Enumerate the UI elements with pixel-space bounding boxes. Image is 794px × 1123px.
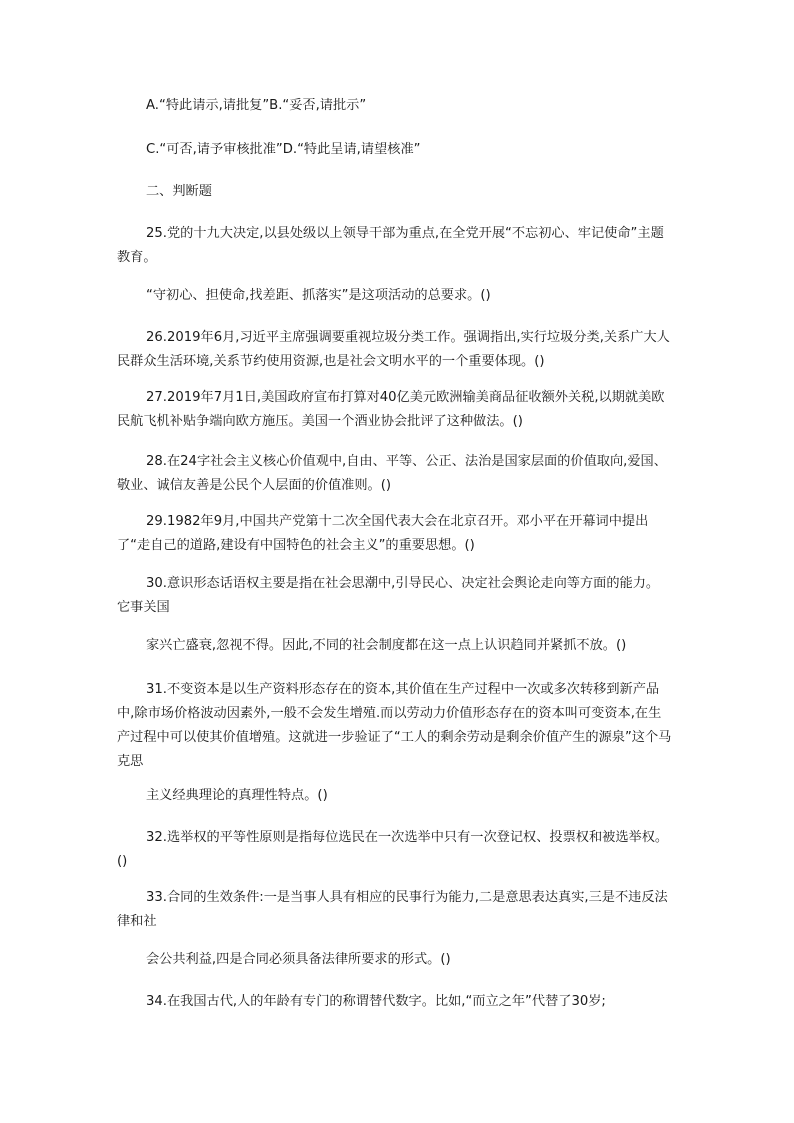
question-29: 29.1982年9月,中国共产党第十二次全国代表大会在北京召开。邓小平在开幕词中提出了“走自己的道路,建设有中国特色的社会主义”的重要思想。()	[117, 514, 649, 553]
question-31: 31.不变资本是以生产资料形态存在的资本,其价值在生产过程中一次或多次转移到新产品中,除市场价格波动因素外,一般不会发生增殖.而以劳动力价值形态存在的资本叫可变资本,在生产过程中可以使其价值增殖。这就进一步验证了“工人的剩余劳动是剩余价值产生的源泉”这个马克思	[117, 682, 672, 769]
question-26: 26.2019年6月,习近平主席强调要重视垃圾分类工作。强调指出,实行垃圾分类,关系广大人民群众生活环境,关系节约使用资源,也是社会文明水平的一个重要体现。()	[117, 330, 670, 369]
question-30: 30.意识形态话语权主要是指在社会思潮中,引导民心、决定社会舆论走向等方面的能力。它事关国	[117, 576, 660, 615]
question-27: 27.2019年7月1日,美国政府宣布打算对40亿美元欧洲输美商品征收额外关税,以期就美欧民航飞机补贴争端向欧方施压。美国一个酒业协会批评了这种做法。()	[117, 390, 665, 429]
question-32: 32.选举权的平等性原则是指每位选民在一次选举中只有一次登记权、投票权和被选举权。()	[117, 830, 669, 869]
question-33: 33.合同的生效条件:一是当事人具有相应的民事行为能力,二是意思表达真实,三是不违反法律和社	[117, 890, 668, 929]
question-30-continued: 家兴亡盛衰,忽视不得。因此,不同的社会制度都在这一点上认识趋同并紧抓不放。()	[146, 638, 627, 653]
question-33-continued: 会公共利益,四是合同必须具备法律所要求的形式。()	[146, 952, 451, 967]
option-line-cd: C.“可否,请予审核批准”D.“特此呈请,请望核准”	[146, 142, 421, 157]
question-28: 28.在24字社会主义核心价值观中,自由、平等、公正、法治是国家层面的价值取向,爱国、敬业、诚信友善是公民个人层面的价值准则。()	[117, 454, 667, 493]
question-34: 34.在我国古代,人的年龄有专门的称谓替代数字。比如,“而立之年”代替了30岁;	[146, 994, 606, 1009]
question-25-continued: “守初心、担使命,找差距、抓落实”是这项活动的总要求。()	[146, 288, 491, 303]
question-31-continued: 主义经典理论的真理性特点。()	[146, 788, 328, 803]
section-heading: 二、判断题	[146, 184, 212, 199]
option-line-ab: A.“特此请示,请批复”B.“妥否,请批示”	[146, 98, 367, 113]
question-25: 25.党的十九大决定,以县处级以上领导干部为重点,在全党开展“不忘初心、牢记使命”主题教育。	[117, 226, 664, 265]
